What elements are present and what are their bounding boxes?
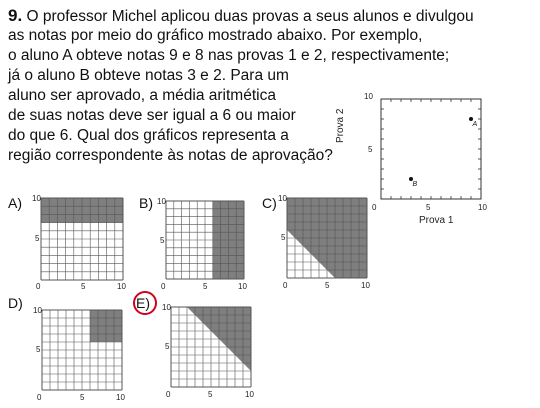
tick-label: 10 (278, 194, 287, 203)
option-label: C) (262, 195, 277, 211)
option-label: B) (139, 195, 153, 211)
option-c-graph (287, 198, 367, 278)
tick-label: 5 (426, 203, 431, 212)
option-d-graph (42, 310, 122, 390)
tick-label: 0 (37, 393, 42, 402)
tick-label: 10 (162, 303, 171, 312)
tick-label: 0 (161, 282, 166, 291)
tick-label: 10 (33, 306, 42, 315)
option-label: E) (136, 295, 150, 311)
question-line: de suas notas deve ser igual a 6 ou maior (8, 107, 296, 124)
tick-label: 5 (35, 234, 40, 243)
point-label: B (412, 181, 418, 188)
tick-label: 10 (117, 282, 126, 291)
tick-label: 5 (80, 393, 85, 402)
tick-label: 5 (368, 145, 373, 154)
tick-label: 5 (36, 345, 41, 354)
question-line: o aluno A obteve notas 9 e 8 nas provas 1 e 2, respectivamente; (8, 47, 450, 64)
question-line: já o aluno B obteve notas 3 e 2. Para um (8, 67, 289, 84)
tick-label: 10 (361, 281, 370, 290)
tick-label: 10 (116, 393, 125, 402)
tick-label: 0 (372, 203, 377, 212)
tick-label: 5 (160, 236, 165, 245)
tick-label: 10 (478, 203, 487, 212)
plot-frame (381, 99, 481, 199)
tick-label: 5 (281, 233, 286, 242)
y-axis-label: Prova 2 (335, 108, 346, 143)
tick-label: 10 (245, 390, 254, 399)
question-line: as notas por meio do gráfico mostrado abaixo. Por exemplo, (8, 27, 423, 44)
option-label: A) (8, 195, 22, 211)
tick-label: 5 (165, 342, 170, 351)
tick-label: 5 (325, 281, 330, 290)
tick-label: 5 (203, 282, 208, 291)
option-b-graph (166, 201, 244, 279)
x-axis-label: Prova 1 (419, 215, 454, 226)
question-line: região correspondente às notas de aprovação? (8, 147, 333, 164)
option-label: D) (8, 295, 23, 311)
tick-label: 10 (32, 194, 41, 203)
option-e-graph (171, 307, 251, 387)
tick-label: 0 (283, 281, 288, 290)
question-line: do que 6. Qual dos gráficos representa a (8, 127, 289, 144)
tick-label: 10 (238, 282, 247, 291)
point-label: A (472, 121, 478, 128)
question-line: aluno ser aprovado, a média aritmética (8, 87, 276, 104)
tick-label: 0 (166, 390, 171, 399)
tick-label: 5 (81, 282, 86, 291)
question-number: 9. (8, 6, 23, 25)
main-graph-svg (377, 97, 485, 203)
tick-label: 10 (157, 197, 166, 206)
tick-label: 5 (208, 390, 213, 399)
tick-label: 10 (364, 92, 373, 101)
option-a-graph (41, 198, 123, 280)
tick-label: 0 (36, 282, 41, 291)
